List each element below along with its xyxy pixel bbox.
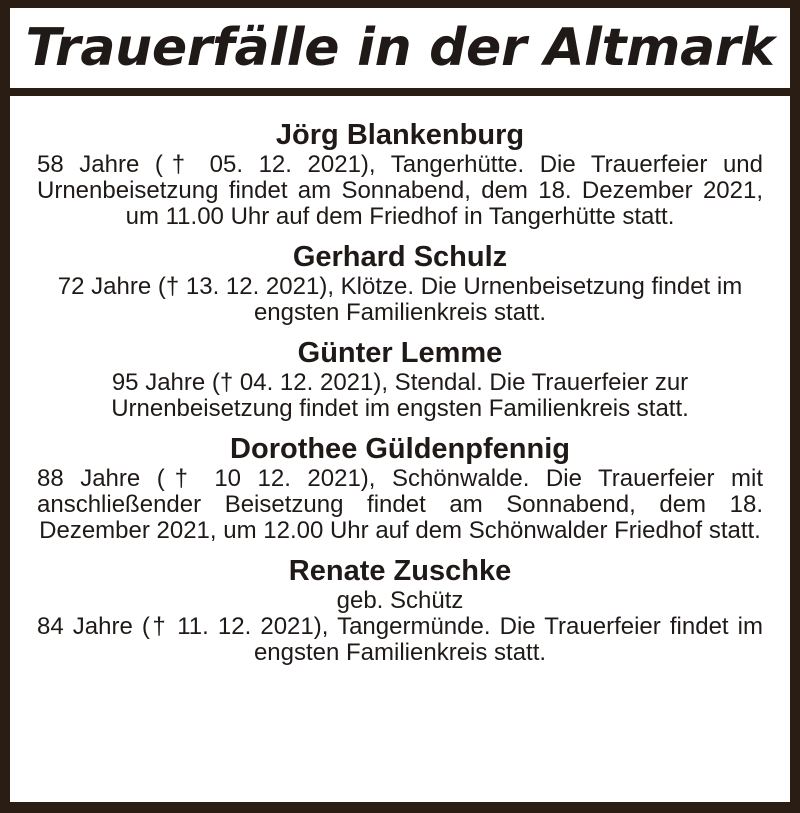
obituary-entry [37, 240, 763, 326]
obituary-entry [37, 554, 763, 666]
page-title: Trauerfälle in der Altmark [25, 18, 775, 78]
obituary-text: 88 Jahre († 10 12. 2021), Schönwalde. Die Trauerfeier mit anschließender Beisetzung findet am Sonnabend, dem 18. Dezember 2021, um 12.00 Uhr auf dem Schönwalder Friedhof statt. [37, 465, 763, 544]
birth-name-note: geb. Schütz [336, 587, 464, 614]
obituary-text: 84 Jahre († 11. 12. 2021), Tangermünde. Die Trauerfeier findet im engsten Familienkreis statt. [37, 613, 763, 666]
deceased-name: Dorothee Güldenpfennig [230, 433, 570, 465]
header-banner [10, 8, 790, 88]
deceased-name: Renate Zuschke [288, 555, 512, 587]
deceased-name: Jörg Blankenburg [275, 119, 525, 151]
deceased-name: Günter Lemme [297, 337, 503, 369]
obituary-text: 95 Jahre († 04. 12. 2021), Stendal. Die Trauerfeier zur Urnenbeisetzung findet im engsten Familienkreis statt. [111, 369, 689, 422]
obituary-entry [37, 336, 763, 422]
deceased-name: Gerhard Schulz [292, 241, 508, 273]
obituary-list [10, 96, 790, 802]
obituary-entry [37, 432, 763, 544]
obituary-text: 72 Jahre († 13. 12. 2021), Klötze. Die Urnenbeisetzung findet im engsten Familienkreis statt. [57, 273, 743, 326]
obituary-text: 58 Jahre († 05. 12. 2021), Tangerhütte. Die Trauerfeier und Urnenbeisetzung findet am Sonnabend, dem 18. Dezember 2021, um 11.00 Uhr auf dem Friedhof in Tangerhütte statt. [37, 151, 763, 230]
obituary-entry [37, 118, 763, 230]
